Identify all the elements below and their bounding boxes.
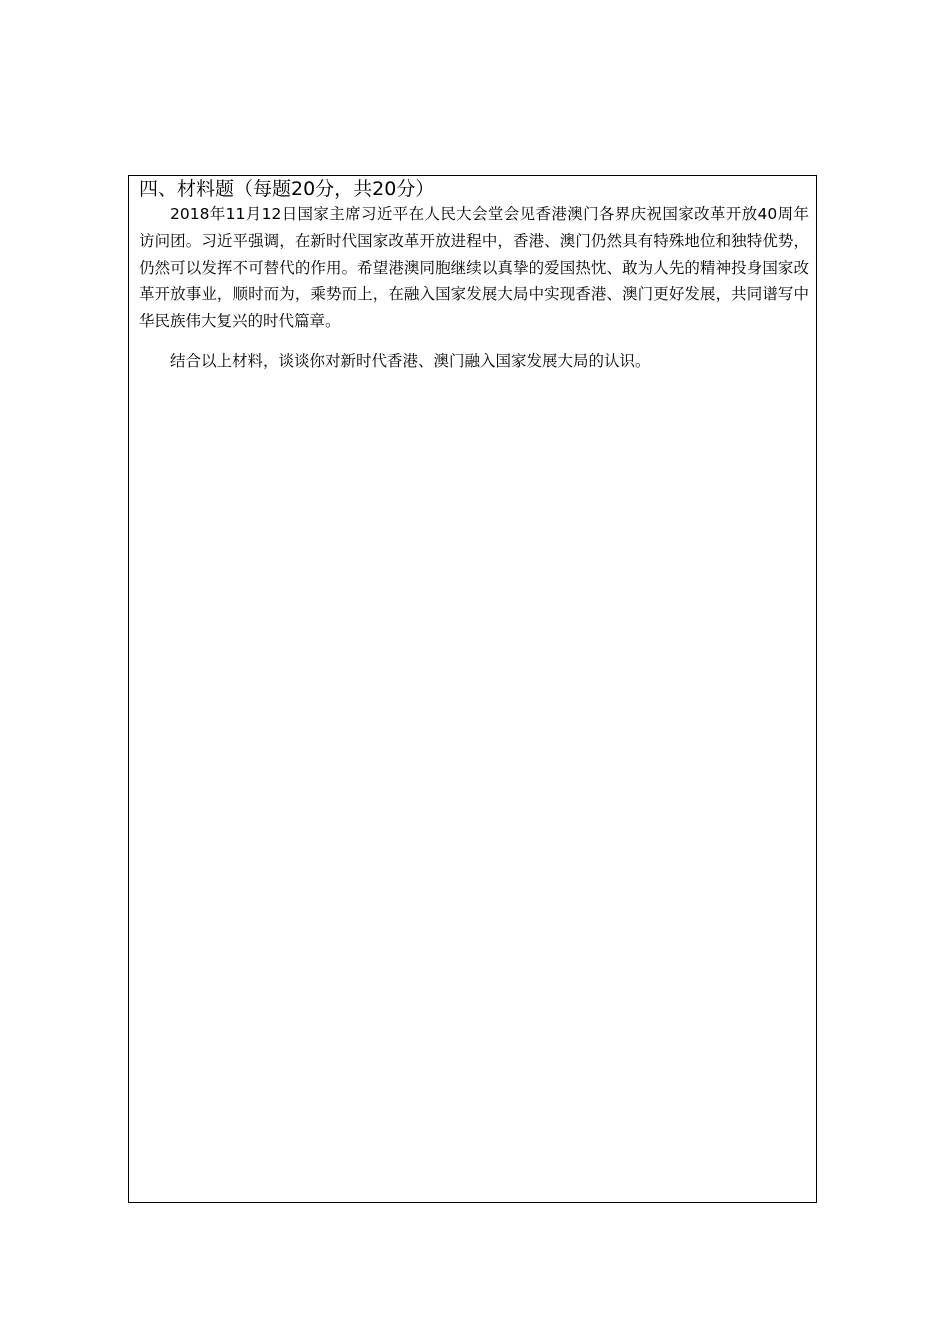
question-prompt: 结合以上材料，谈谈你对新时代香港、澳门融入国家发展大局的认识。 [170, 352, 651, 370]
answer-box [128, 175, 817, 1203]
section-heading: 四、材料题（每题20分，共20分） [139, 178, 435, 200]
material-paragraph: 2018年11月12日国家主席习近平在人民大会堂会见香港澳门各界庆祝国家改革开放40周年访问团。习近平强调，在新时代国家改革开放进程中，香港、澳门仍然具有特殊地位和独特优势，仍然可以发挥不可替代的作用。希望港澳同胞继续以真挚的爱国热忱、敢为人先的精神投身国家改革开放事业，顺时而为，乘势而上，在融入国家发展大局中实现香港、澳门更好发展，共同谱写中华民族伟大复兴的时代篇章。 [139, 205, 809, 331]
